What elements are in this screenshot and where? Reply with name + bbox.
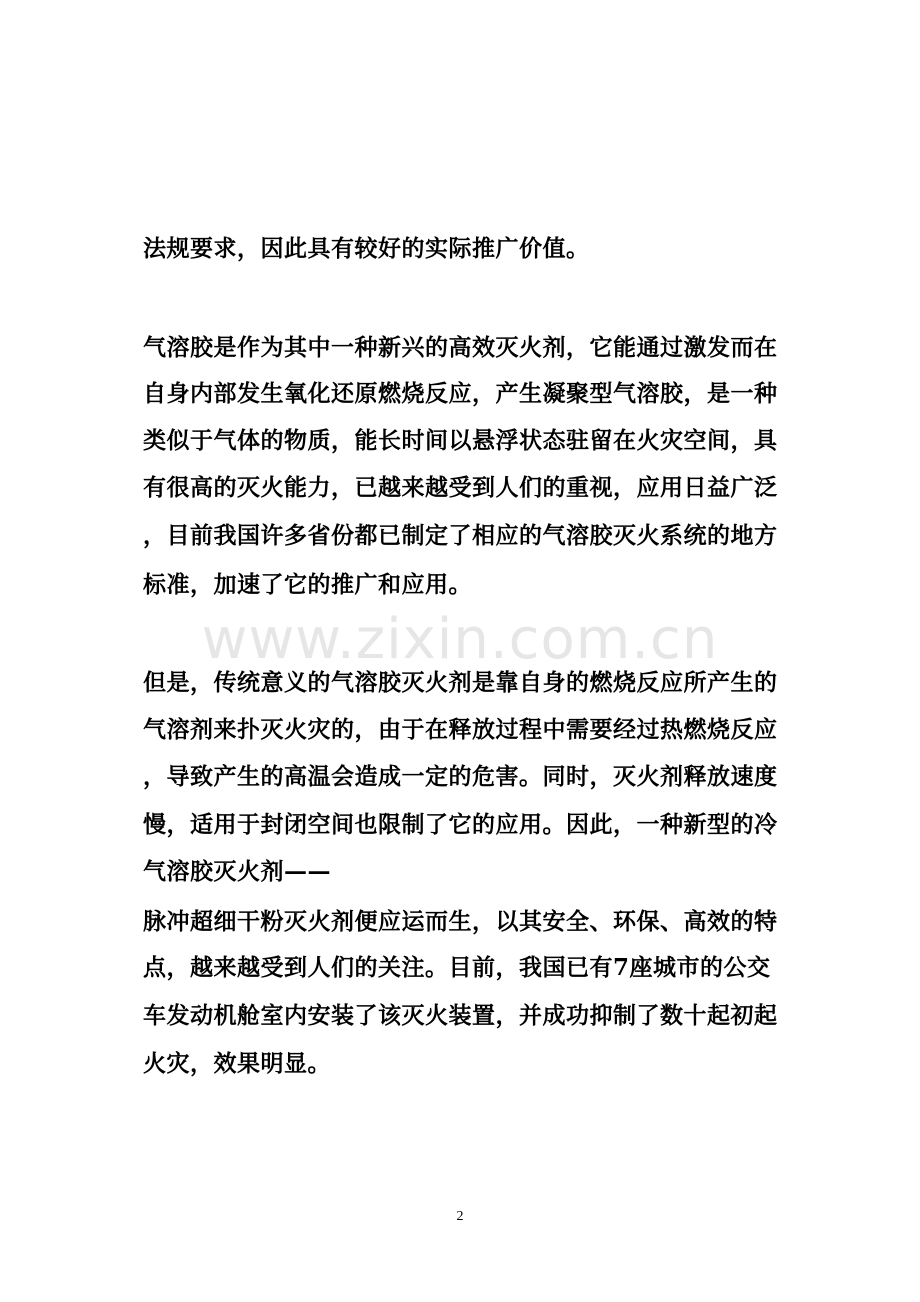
text-line: 气溶胶是作为其中一种新兴的高效灭火剂，它能通过激发而在: [143, 334, 778, 361]
text-line: 脉冲超细干粉灭火剂便应运而生，以其安全、环保、高效的特: [143, 908, 778, 935]
text-line: ，目前我国许多省份都已制定了相应的气溶胶灭火系统的地方: [143, 522, 778, 549]
text-line: 类似于气体的物质，能长时间以悬浮状态驻留在火灾空间，具: [143, 427, 778, 454]
text-line: 点，越来越受到人们的关注。目前，我国已有7座城市的公交: [143, 954, 771, 981]
text-line: 气溶剂来扑灭火灾的，由于在释放过程中需要经过热燃烧反应: [143, 716, 778, 743]
text-line: 有很高的灭火能力，已越来越受到人们的重视，应用日益广泛: [143, 474, 778, 501]
page-number: 2: [456, 1209, 464, 1224]
text-line: 标准，加速了它的推广和应用。: [143, 571, 472, 598]
text-line: 车发动机舱室内安装了该灭火装置，并成功抑制了数十起初起: [143, 1002, 778, 1029]
text-line: ，导致产生的高温会造成一定的危害。同时，灭火剂释放速度: [143, 763, 778, 790]
text-line: 法规要求，因此具有较好的实际推广价值。: [143, 235, 590, 262]
text-line: 慢，适用于封闭空间也限制了它的应用。因此，一种新型的冷: [143, 811, 778, 838]
text-line: 但是，传统意义的气溶胶灭火剂是靠自身的燃烧反应所产生的: [143, 669, 778, 696]
text-line: 火灾，效果明显。: [143, 1050, 331, 1077]
text-line: 自身内部发生氧化还原燃烧反应，产生凝聚型气溶胶，是一种: [143, 380, 778, 407]
text-line: 气溶胶灭火剂——: [143, 858, 331, 885]
watermark: www.zixin.com.cn: [201, 607, 719, 672]
